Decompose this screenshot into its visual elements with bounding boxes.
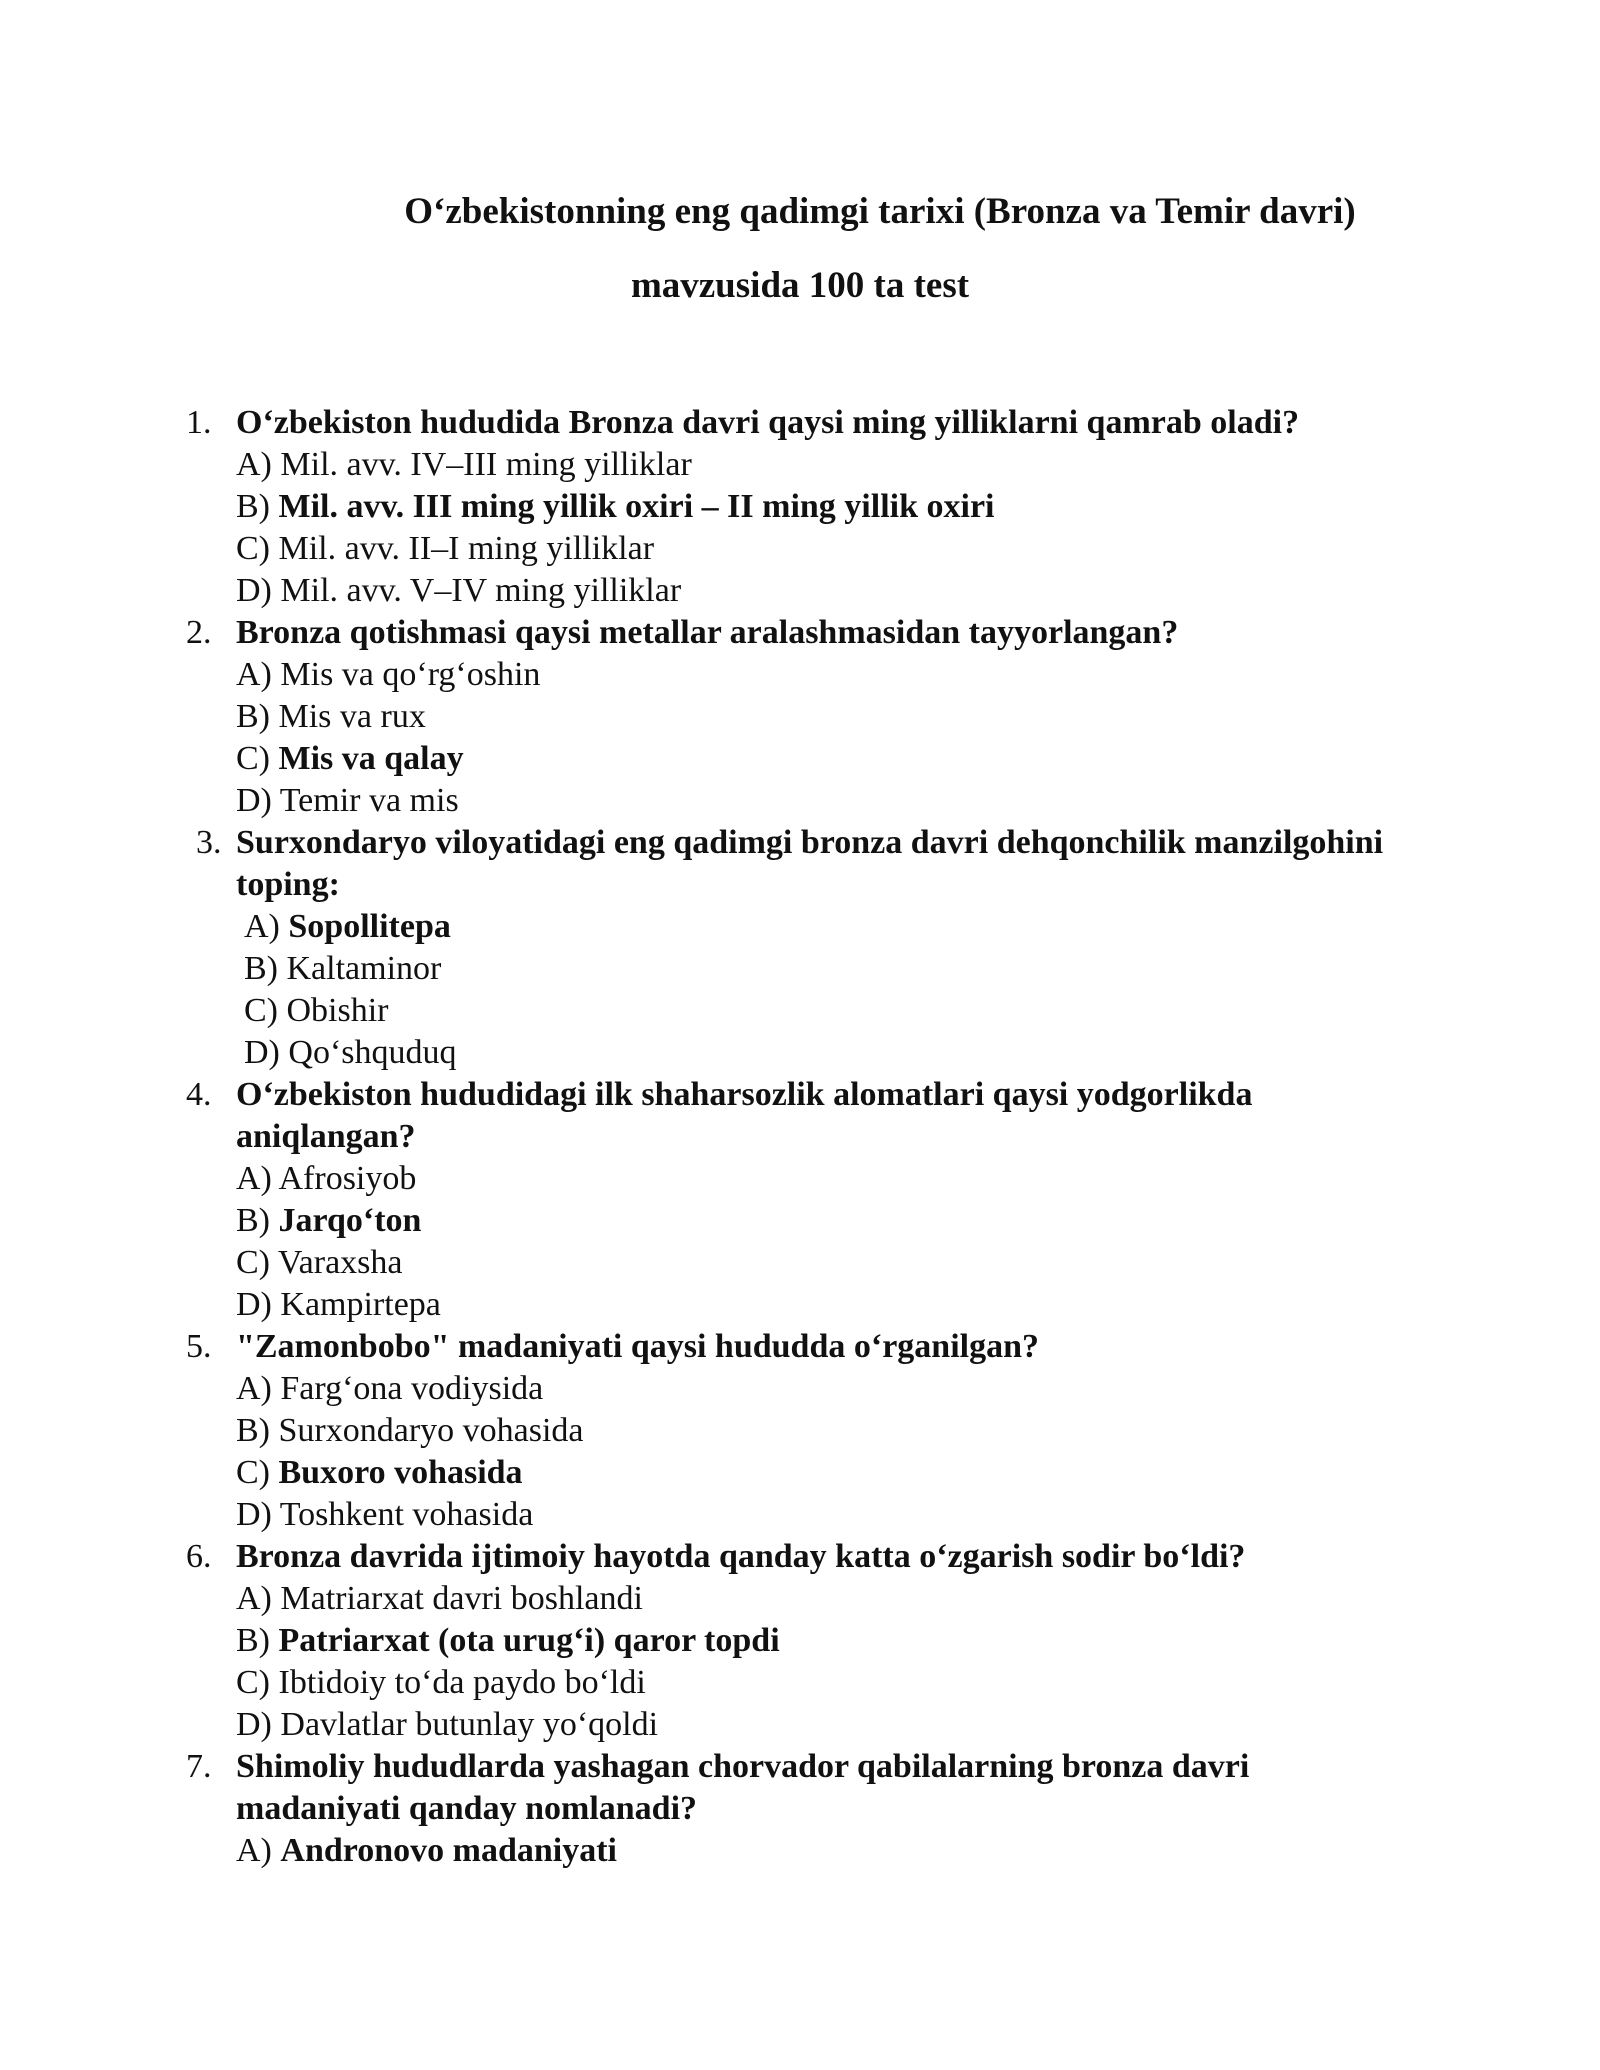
option-text: Qo‘shquduq <box>288 1034 457 1071</box>
answer-option <box>236 654 1600 696</box>
answer-option <box>236 1242 1600 1284</box>
option-text: Davlatlar butunlay yo‘qoldi <box>280 1706 659 1743</box>
option-letter: C) <box>236 530 279 567</box>
question-text: Shimoliy hududlarda yashagan chorvador qabilalarning bronza davri madaniyati qanday nomlanadi? <box>236 1748 1250 1827</box>
answer-option <box>236 570 1600 612</box>
question-number: 5. <box>186 1328 212 1365</box>
option-text: Ibtidoiy to‘da paydo bo‘ldi <box>278 1664 646 1701</box>
option-text: Mil. avv. V–IV ming yilliklar <box>280 572 682 609</box>
option-letter: A) <box>236 446 281 483</box>
option-text: Toshkent vohasida <box>279 1496 534 1533</box>
question-number: 1. <box>186 404 212 441</box>
document-title-line-1: O‘zbekistonning eng qadimgi tarixi (Bronza va Temir davri) <box>404 191 1356 232</box>
question-number: 7. <box>186 1748 212 1785</box>
question-text: "Zamonbobo" madaniyati qaysi hududda o‘rganilgan? <box>236 1328 1040 1365</box>
option-letter: D) <box>236 1706 281 1743</box>
answer-option <box>236 1620 1600 1662</box>
option-letter: D) <box>236 782 280 819</box>
option-text: Mis va rux <box>278 698 426 735</box>
question-number: 6. <box>186 1538 212 1575</box>
question-list <box>0 402 1600 1872</box>
option-text: Kampirtepa <box>280 1286 441 1323</box>
option-letter: C) <box>236 740 279 777</box>
answer-option <box>236 1830 1600 1872</box>
correct-answer-text: Buxoro vohasida <box>278 1454 523 1491</box>
answer-option <box>236 1368 1600 1410</box>
answer-option <box>236 780 1600 822</box>
option-letter: C) <box>236 1664 279 1701</box>
answer-option <box>236 1452 1600 1494</box>
option-letter: B) <box>236 488 279 525</box>
answer-option <box>236 738 1600 780</box>
answer-option <box>236 528 1600 570</box>
answer-option <box>236 696 1600 738</box>
question-number: 4. <box>186 1076 212 1113</box>
option-text: Varaxsha <box>277 1244 403 1281</box>
option-letter: B) <box>236 698 279 735</box>
option-text: Temir va mis <box>279 782 459 819</box>
option-text: Obishir <box>286 992 389 1029</box>
question-number: 2. <box>186 614 212 651</box>
option-text: Matriarxat davri boshlandi <box>280 1580 643 1617</box>
option-letter: B) <box>236 1622 279 1659</box>
answer-option <box>236 1662 1600 1704</box>
option-letter: C) <box>236 1454 279 1491</box>
option-text: Farg‘ona vodiysida <box>280 1370 544 1407</box>
option-letter: A) <box>236 1370 281 1407</box>
question-item <box>0 1074 1600 1326</box>
correct-answer-text: Mis va qalay <box>278 740 464 777</box>
option-text: Surxondaryo vohasida <box>278 1412 584 1449</box>
question-text: O‘zbekiston hududida Bronza davri qaysi ming yilliklarni qamrab oladi? <box>236 404 1300 441</box>
document-title-line-2: mavzusida 100 ta test <box>630 265 970 306</box>
option-text: Mil. avv. II–I ming yilliklar <box>278 530 655 567</box>
correct-answer-text: Mil. avv. III ming yillik oxiri – II ming yillik oxiri <box>278 488 995 525</box>
correct-answer-text: Sopollitepa <box>288 908 451 945</box>
option-letter: D) <box>236 1286 281 1323</box>
answer-option <box>236 1578 1600 1620</box>
answer-option <box>236 444 1600 486</box>
option-text: Kaltaminor <box>286 950 442 987</box>
correct-answer-text: Jarqo‘ton <box>278 1202 422 1239</box>
question-text: Surxondaryo viloyatidagi eng qadimgi bronza davri dehqonchilik manzilgohini toping: <box>236 824 1384 903</box>
question-item <box>0 822 1600 1074</box>
answer-option <box>236 1284 1600 1326</box>
option-text: Mis va qo‘rg‘oshin <box>280 656 541 693</box>
option-text: Afrosiyob <box>278 1160 417 1197</box>
option-letter: C) <box>236 1244 278 1281</box>
option-letter: D) <box>244 1034 289 1071</box>
correct-answer-text: Andronovo madaniyati <box>280 1832 618 1869</box>
correct-answer-text: Patriarxat (ota urug‘i) qaror topdi <box>278 1622 780 1659</box>
question-item <box>0 1326 1600 1536</box>
answer-option <box>236 1200 1600 1242</box>
option-letter: D) <box>236 1496 280 1533</box>
question-item <box>0 402 1600 612</box>
question-item <box>0 612 1600 822</box>
question-text: O‘zbekiston hududidagi ilk shaharsozlik alomatlari qaysi yodgorlikda aniqlangan? <box>236 1076 1253 1155</box>
option-letter: A) <box>236 1580 281 1617</box>
option-letter: C) <box>244 992 287 1029</box>
option-text: Mil. avv. IV–III ming yilliklar <box>280 446 692 483</box>
option-letter: A) <box>236 1832 281 1869</box>
answer-option <box>236 486 1600 528</box>
question-text: Bronza davrida ijtimoiy hayotda qanday katta o‘zgarish sodir bo‘ldi? <box>236 1538 1246 1575</box>
answer-option <box>244 1032 1600 1074</box>
answer-option <box>236 1494 1600 1536</box>
question-item <box>0 1536 1600 1746</box>
option-letter: A) <box>244 908 289 945</box>
answer-option <box>236 1704 1600 1746</box>
question-item <box>0 1746 1600 1872</box>
answer-option <box>236 1158 1600 1200</box>
option-letter: A) <box>236 1160 279 1197</box>
answer-option <box>244 906 1600 948</box>
option-letter: B) <box>244 950 287 987</box>
answer-option <box>244 948 1600 990</box>
option-letter: B) <box>236 1202 279 1239</box>
question-text: Bronza qotishmasi qaysi metallar aralashmasidan tayyorlangan? <box>236 614 1179 651</box>
option-letter: D) <box>236 572 281 609</box>
answer-option <box>236 1410 1600 1452</box>
answer-option <box>244 990 1600 1032</box>
option-letter: B) <box>236 1412 279 1449</box>
option-letter: A) <box>236 656 281 693</box>
question-number: 3. <box>196 824 222 861</box>
